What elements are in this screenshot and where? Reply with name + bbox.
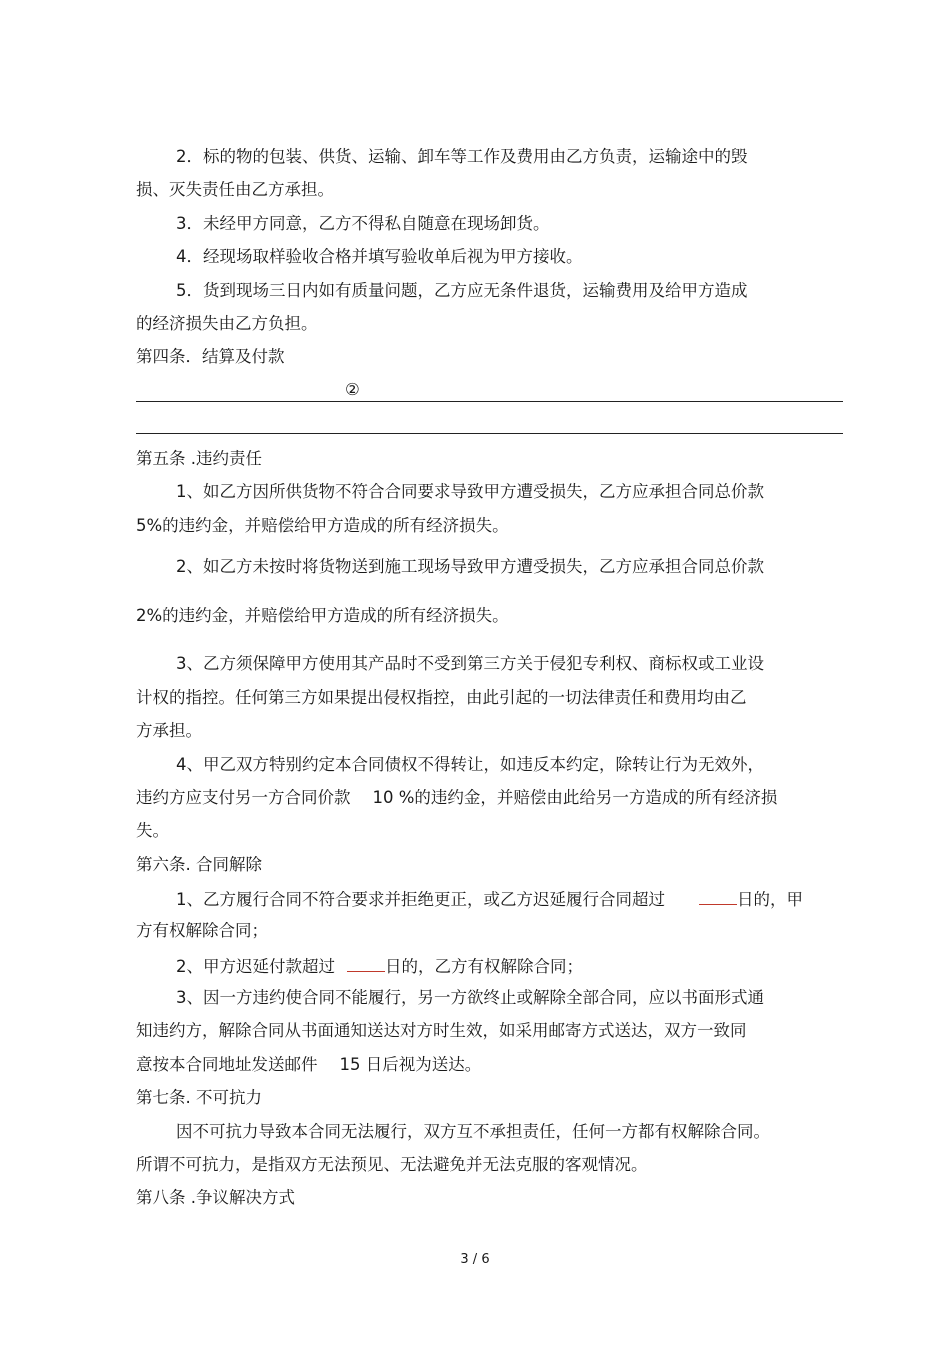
clause-5-4-line1: 4、甲乙双方特别约定本合同债权不得转让，如违反本约定，除转让行为无效外， [176, 755, 764, 774]
clause-5-4-line2-part-a: 违约方应支付另一方合同价款 [136, 788, 351, 807]
clause-3-5-line1: 5．货到现场三日内如有质量问题，乙方应无条件退货，运输费用及给甲方造成 [176, 281, 748, 300]
article-4-heading: 第四条．结算及付款 [136, 347, 285, 366]
clause-5-4-line2-part-b: 10 %的违约金，并赔偿由此给另一方造成的所有经济损 [372, 788, 778, 807]
fill-in-rule [136, 433, 843, 434]
page-number: 3 / 6 [460, 1252, 490, 1267]
clause-6-1-line2: 方有权解除合同； [136, 921, 268, 940]
clause-6-2-part-a: 2、甲方迟延付款超过 [176, 957, 335, 976]
clause-6-2 [176, 955, 583, 977]
days-blank [347, 955, 385, 972]
clause-6-1-line1-part-a: 1、乙方履行合同不符合要求并拒绝更正，或乙方迟延履行合同超过 [176, 890, 665, 909]
clause-6-1-line1 [176, 888, 803, 910]
clause-3-4: 4．经现场取样验收合格并填写验收单后视为甲方接收。 [176, 247, 583, 266]
circled-number-marker: ② [345, 380, 360, 399]
clause-5-4-line3: 失。 [136, 821, 169, 840]
clause-6-3-line3-part-a: 意按本合同地址发送邮件 [136, 1055, 318, 1074]
fill-in-rule [136, 401, 843, 402]
clause-6-3-line3-part-b: 15 日后视为送达。 [339, 1055, 482, 1074]
clause-5-1-line1: 1、如乙方因所供货物不符合合同要求导致甲方遭受损失，乙方应承担合同总价款 [176, 482, 764, 501]
clause-6-3-line2: 知违约方，解除合同从书面通知送达对方时生效，如采用邮寄方式送达，双方一致同 [136, 1021, 747, 1040]
clause-6-3-line3 [136, 1055, 481, 1075]
days-blank [699, 888, 737, 905]
clause-5-2-line2: 2%的违约金，并赔偿给甲方造成的所有经济损失。 [136, 606, 509, 625]
clause-6-2-part-b: 日的，乙方有权解除合同； [385, 957, 583, 976]
article-5-heading: 第五条 .违约责任 [136, 449, 262, 468]
article-8-heading: 第八条 .争议解决方式 [136, 1188, 295, 1207]
clause-5-4-line2 [136, 788, 777, 808]
clause-3-2-line2: 损、灭失责任由乙方承担。 [136, 180, 334, 199]
clause-7-line2: 所谓不可抗力，是指双方无法预见、无法避免并无法克服的客观情况。 [136, 1155, 648, 1174]
clause-5-3-line2: 计权的指控。任何第三方如果提出侵权指控，由此引起的一切法律责任和费用均由乙 [136, 688, 747, 707]
clause-3-2-line1: 2．标的物的包装、供货、运输、卸车等工作及费用由乙方负责，运输途中的毁 [176, 147, 748, 166]
clause-6-3-line1: 3、因一方违约使合同不能履行，另一方欲终止或解除全部合同，应以书面形式通 [176, 988, 764, 1007]
clause-5-3-line1: 3、乙方须保障甲方使用其产品时不受到第三方关于侵犯专利权、商标权或工业设 [176, 654, 764, 673]
clause-3-5-line2: 的经济损失由乙方负担。 [136, 314, 318, 333]
clause-5-1-line2: 5%的违约金，并赔偿给甲方造成的所有经济损失。 [136, 516, 509, 535]
article-7-heading: 第七条. 不可抗力 [136, 1088, 262, 1107]
clause-5-2-line1: 2、如乙方未按时将货物送到施工现场导致甲方遭受损失，乙方应承担合同总价款 [176, 557, 764, 576]
article-6-heading: 第六条. 合同解除 [136, 855, 262, 874]
clause-3-3: 3．未经甲方同意，乙方不得私自随意在现场卸货。 [176, 214, 550, 233]
clause-6-1-line1-part-b: 日的，甲 [737, 890, 803, 909]
clause-7-line1: 因不可抗力导致本合同无法履行，双方互不承担责任，任何一方都有权解除合同。 [176, 1122, 770, 1141]
clause-5-3-line3: 方承担。 [136, 721, 202, 740]
